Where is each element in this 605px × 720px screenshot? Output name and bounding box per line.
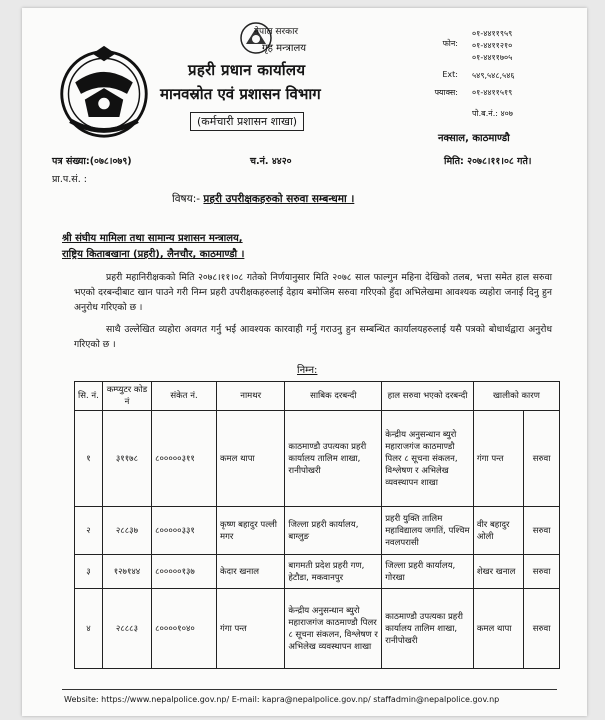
cell-new-post: केन्द्रीय अनुसन्धान ब्युरो महाराजगंज काठमाण्डौ पिलर ८ सूचना संकलन, विश्लेषण र अभिलेख व्यवस्थापन शाखा — [382, 411, 474, 507]
cell-name: केदार खनाल — [217, 555, 285, 589]
cell-sanket: ८०००००३३१ — [152, 507, 217, 555]
gov-line: नेपाल सरकार — [254, 27, 299, 37]
phone-label: फोन: — [442, 39, 458, 48]
letter-number: पत्र संख्या:(०७८।०७९) — [52, 156, 132, 167]
transfer-table — [74, 381, 560, 669]
pra-pa-sa: प्रा.प.सं. : — [52, 174, 87, 185]
phone-1: ०१-४४११९५९ — [472, 29, 513, 38]
header-previous-post: साबिक दरबन्दी — [285, 382, 382, 411]
cell-name: कृष्ण बहादुर पल्ली मगर — [217, 507, 285, 555]
phone-2: ०१-४४११२१० — [472, 41, 513, 50]
letter-page — [22, 8, 587, 716]
header-new-post: हाल सरुवा भएको दरबन्दी — [382, 382, 474, 411]
cell-vacant-reason: सरुवा — [524, 555, 560, 589]
body-paragraph-2: साथै उल्लेखित व्यहोरा अवगत गर्नु भई आवश्यक कारवाही गर्नु गराउनु हुन सम्बन्धित कार्यालयहरुलाई यसै पत्रको बोधार्थद्वारा अनुरोध गरिएको छ । — [74, 324, 552, 350]
header-name: नामथर — [217, 382, 285, 411]
cell-sn: ३ — [75, 555, 103, 589]
subject-text: प्रहरी उपरीक्षकहरुको सरुवा सम्बन्धमा । — [203, 193, 355, 205]
cell-new-post: प्रहरी युक्ति तालिम महाविद्यालय जगतिं, पश्चिम नवलपरासी — [382, 507, 474, 555]
annex-title: निम्न: — [297, 365, 318, 376]
footer-contact: Website: https://www.nepalpolice.gov.np/ E-mail: kapra@nepalpolice.gov.np/ staffadmin@nepalpolice.gov.np — [64, 695, 500, 704]
po-box: पो.ब.नं.: ४०७ — [472, 109, 513, 118]
location: नक्साल, काठमाण्डौ — [438, 133, 510, 144]
table-row — [75, 555, 560, 589]
cell-sanket: ८०००००१३७ — [152, 555, 217, 589]
cell-sn: १ — [75, 411, 103, 507]
header-computer-code: कम्प्युटर कोड नं — [102, 382, 151, 411]
cell-name: कमल थापा — [217, 411, 285, 507]
table-header-row — [75, 382, 560, 411]
header-vacancy-reason: खालीको कारण — [473, 382, 559, 411]
letter-date: मिति: २०७८।११।०८ गते। — [444, 156, 532, 167]
cell-code: १२७१४४ — [102, 555, 151, 589]
header-sn: सि. नं. — [75, 382, 103, 411]
nepal-police-emblem-icon — [56, 44, 152, 140]
header-sanket-no: संकेत नं. — [152, 382, 217, 411]
addressee-line-1: श्री संघीय मामिला तथा सामान्य प्रशासन मन्त्रालय, — [62, 233, 243, 244]
cell-vacant-name: कमल थापा — [473, 589, 523, 669]
cell-vacant-reason: सरुवा — [524, 589, 560, 669]
fax-value: ०१-४४११५१९ — [472, 88, 513, 97]
dispatch-number: च.नं. ४४२० — [250, 156, 292, 167]
office-title: प्रहरी प्रधान कार्यालय — [188, 61, 306, 79]
cell-previous-post: केन्द्रीय अनुसन्धान ब्युरो महाराजगंज काठमाण्डौ पिलर ८ सूचना संकलन, विश्लेषण र अभिलेख व्यवस्थापन शाखा — [285, 589, 382, 669]
subject-label: विषय:- — [172, 193, 201, 205]
addressee-line-2: राष्ट्रिय किताबखाना (प्रहरी), लैनचौर, काठमाण्डौ । — [62, 249, 245, 260]
ext-label: Ext: — [442, 70, 458, 79]
footer-divider — [62, 689, 557, 690]
body-paragraph-1: प्रहरी महानिरीक्षकको मिति २०७८।११।०८ गतेको निर्णयानुसार मिति २०७८ साल फाल्गुन महिना देखिको तलब, भत्ता समेत हाल सरुवा भएको दरबन्दीबाट खान पाउने गरी निम्न प्रहरी उपरीक्षकहरुलाई देहाय बमोजिम सरुवा गरिएको हुँदा अभिलेखमा आवश्यक व्यहोरा जनाई दिनु हुन अनुरोध गरिएको छ । — [74, 272, 552, 313]
subject-line — [172, 192, 354, 206]
table-row — [75, 589, 560, 669]
table-row — [75, 507, 560, 555]
cell-previous-post: जिल्ला प्रहरी कार्यालय, बाग्लुङ — [285, 507, 382, 555]
cell-code: २८८८३ — [102, 589, 151, 669]
cell-sn: ४ — [75, 589, 103, 669]
cell-vacant-reason: सरुवा — [524, 507, 560, 555]
cell-sn: २ — [75, 507, 103, 555]
cell-previous-post: काठमाण्डौ उपत्यका प्रहरी कार्यालय तालिम शाखा, रानीपोखरी — [285, 411, 382, 507]
cell-sanket: ८०००००३११ — [152, 411, 217, 507]
cell-code: २८८३७ — [102, 507, 151, 555]
cell-vacant-name: शेखर खनाल — [473, 555, 523, 589]
cell-new-post: काठमाण्डौ उपत्यका प्रहरी कार्यालय तालिम शाखा, रानीपोखरी — [382, 589, 474, 669]
cell-code: ३११७८ — [102, 411, 151, 507]
cell-vacant-reason: सरुवा — [524, 411, 560, 507]
cell-name: गंगा पन्त — [217, 589, 285, 669]
section-title: (कर्मचारी प्रशासन शाखा) — [190, 112, 304, 131]
cell-previous-post: बागमती प्रदेश प्रहरी गण, हेटौडा, मकवानपुर — [285, 555, 382, 589]
table-row — [75, 411, 560, 507]
cell-vacant-name: गंगा पन्त — [473, 411, 523, 507]
phone-3: ०१-४४११७०५ — [472, 53, 513, 62]
ministry-line: गृह मन्त्रालय — [262, 43, 307, 54]
ext-value: ५४९,५४८,५४६ — [472, 71, 515, 80]
department-title: मानवस्रोत एवं प्रशासन विभाग — [160, 85, 321, 103]
cell-new-post: जिल्ला प्रहरी कार्यालय, गोरखा — [382, 555, 474, 589]
cell-sanket: ८००००१०४० — [152, 589, 217, 669]
fax-label: फ्याक्स: — [434, 88, 458, 97]
cell-vacant-name: वीर बहादुर ओली — [473, 507, 523, 555]
